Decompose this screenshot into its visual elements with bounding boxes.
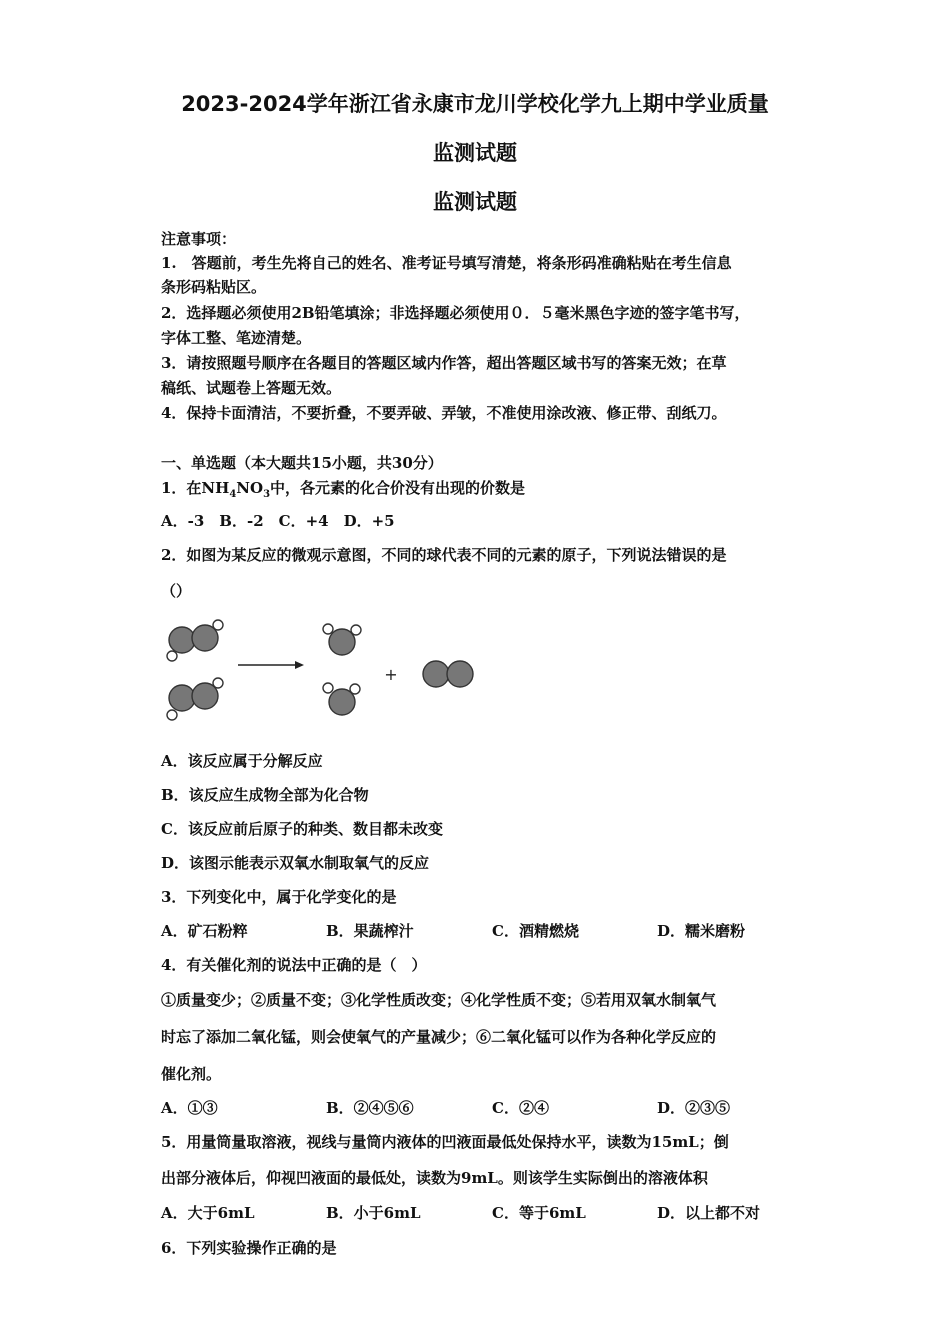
exam-title-line2: 监测试题 [433, 141, 517, 165]
product-molecule [423, 661, 473, 687]
question-4-option-d: D．②③⑤ [657, 1099, 731, 1117]
q1-text-mid: NO [236, 479, 264, 497]
notice-line: 字体工整、笔迹清楚。 [161, 329, 312, 347]
question-1-stem [161, 477, 525, 500]
notice-line: 2．选择题必须使用2B铅笔填涂；非选择题必须使用０．５毫米黑色字迹的签字笔书写， [161, 304, 750, 322]
question-3-option-c: C．酒精燃烧 [492, 922, 579, 940]
reactant-molecule [167, 678, 223, 720]
notice-line: 稿纸、试题卷上答题无效。 [161, 379, 342, 397]
question-6-stem: 6．下列实验操作正确的是 [161, 1239, 337, 1257]
reactant-molecule [167, 620, 223, 661]
question-4-option-c: C．②④ [492, 1099, 549, 1117]
question-3-option-b: B．果蔬榨汁 [326, 922, 414, 940]
question-5-option-d: D．以上都不对 [657, 1204, 761, 1222]
q1-subscript-2: 3 [263, 489, 271, 500]
reaction-arrow [238, 661, 304, 669]
question-2-stem-paren: （） [161, 582, 192, 600]
plus-sign: + [384, 665, 398, 684]
question-3-option-a: A．矿石粉粹 [161, 922, 248, 940]
question-4-option-b: B．②④⑤⑥ [326, 1099, 414, 1117]
question-5-stem: 出部分液体后，仰视凹液面的最低处，读数为9mL。则该学生实际倒出的溶液体积 [161, 1169, 708, 1187]
question-1-options: A．-3 B．-2 C．+4 D．+5 [161, 512, 395, 530]
question-3-option-d: D．糯米磨粉 [657, 922, 746, 940]
reaction-diagram [160, 612, 490, 727]
question-2-option-a: A．该反应属于分解反应 [161, 752, 323, 770]
product-molecule [323, 683, 360, 715]
q1-subscript-1: 4 [229, 489, 237, 500]
question-5-option-a: A．大于6mL [161, 1204, 255, 1222]
q1-text-post: 中，各元素的化合价没有出现的价数是 [270, 479, 526, 497]
section-heading: 一、单选题（本大题共15小题，共30分） [161, 454, 443, 472]
notice-line: 条形码粘贴区。 [161, 278, 267, 296]
question-4-body: ①质量变少；②质量不变；③化学性质改变；④化学性质不变；⑤若用双氧水制氧气 [161, 991, 717, 1009]
question-3-stem: 3．下列变化中，属于化学变化的是 [161, 888, 397, 906]
question-5-stem: 5．用量筒量取溶液，视线与量筒内液体的凹液面最低处保持水平，读数为15mL；倒 [161, 1133, 729, 1151]
question-5-option-b: B．小于6mL [326, 1204, 421, 1222]
question-4-body: 催化剂。 [161, 1065, 222, 1083]
question-2-stem: 2．如图为某反应的微观示意图，不同的球代表不同的元素的原子，下列说法错误的是 [161, 546, 727, 564]
question-4-body: 时忘了添加二氧化锰，则会使氧气的产量减少；⑥二氧化锰可以作为各种化学反应的 [161, 1028, 717, 1046]
exam-title-line1: 2023-2024学年浙江省永康市龙川学校化学九上期中学业质量 [181, 92, 769, 116]
notice-line: 3．请按照题号顺序在各题目的答题区域内作答，超出答题区域书写的答案无效；在草 [161, 354, 727, 372]
question-2-option-b: B．该反应生成物全部为化合物 [161, 786, 369, 804]
question-2-option-c: C．该反应前后原子的种类、数目都未改变 [161, 820, 443, 838]
notice-heading: 注意事项： [161, 230, 237, 248]
exam-title-line3: 监测试题 [433, 190, 517, 214]
product-molecule [323, 624, 361, 655]
question-4-stem: 4．有关催化剂的说法中正确的是（ ） [161, 956, 427, 974]
question-4-option-a: A．①③ [161, 1099, 218, 1117]
notice-line: 4．保持卡面清洁，不要折叠，不要弄破、弄皱，不准使用涂改液、修正带、刮纸刀。 [161, 404, 727, 422]
question-5-option-c: C．等于6mL [492, 1204, 586, 1222]
notice-line: 1. 答题前，考生先将自己的姓名、准考证号填写清楚，将条形码准确粘贴在考生信息 [161, 254, 732, 272]
question-2-option-d: D．该图示能表示双氧水制取氧气的反应 [161, 854, 430, 872]
q1-text-pre: 1．在NH [161, 479, 230, 497]
